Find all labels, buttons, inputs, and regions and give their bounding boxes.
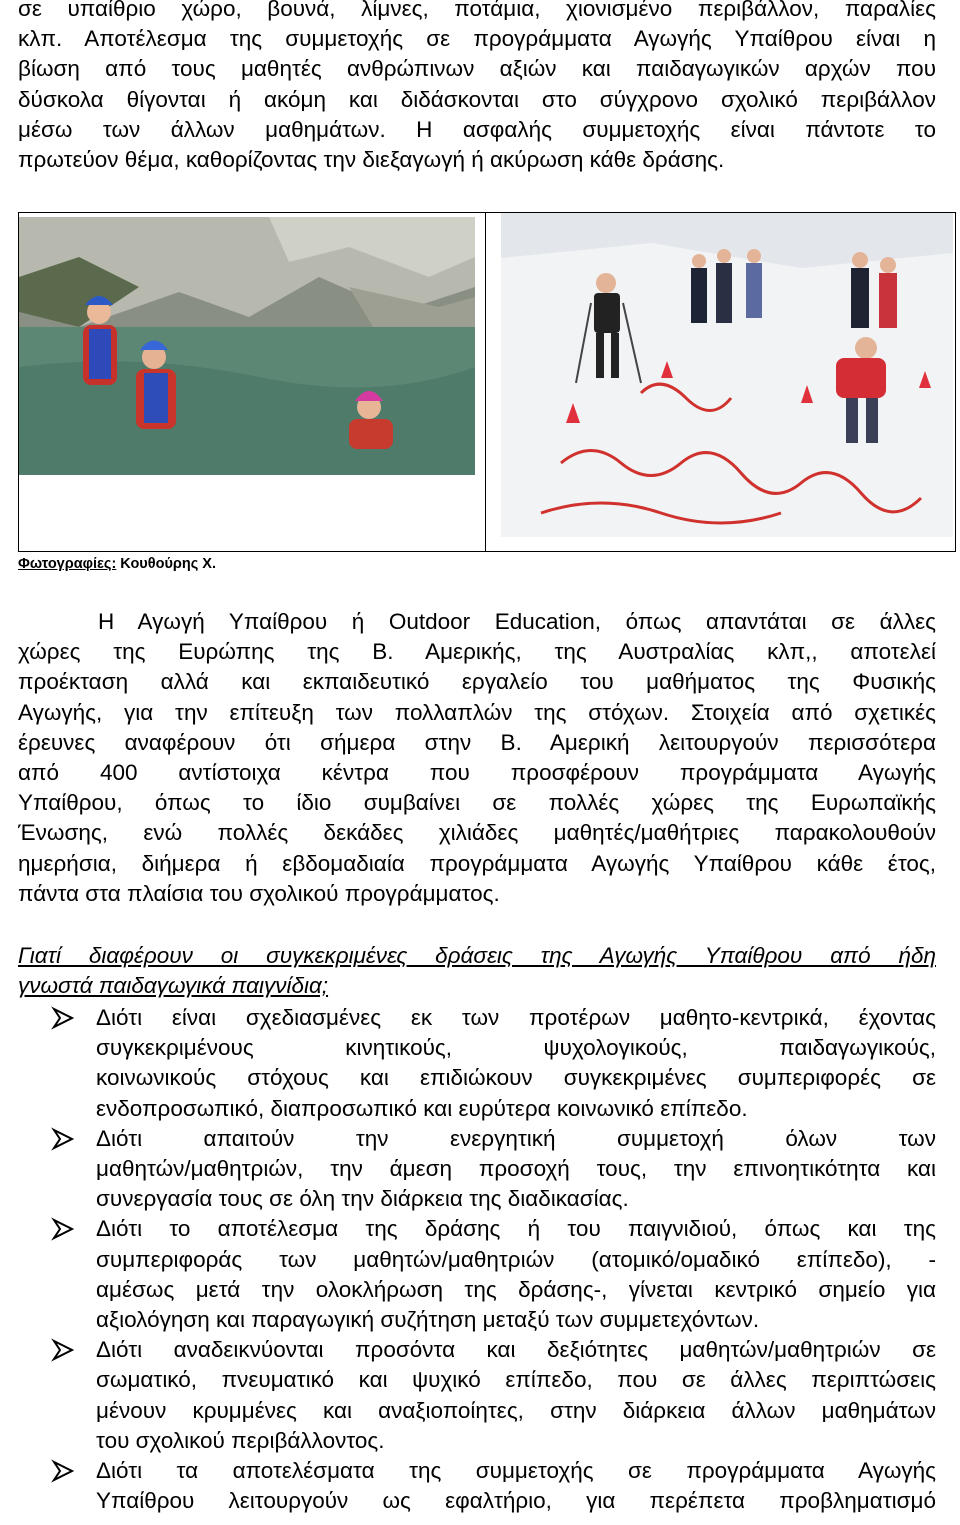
text-line: σε υπαίθριο χώρο, βουνά, λίμνες, ποτάμια, χιονισμένο περιβάλλον, παραλίες	[18, 0, 936, 21]
text-line: πρωτεύον θέμα, καθορίζοντας την διεξαγωγή ή ακύρωση κάθε δράσης.	[18, 147, 725, 173]
outdoor-education-paragraph	[18, 607, 936, 909]
text-line: έρευνες αναφέρουν ότι σήμερα στην Β. Αμερική λειτουργούν περισσότερα	[18, 729, 936, 755]
text-line: Διότι τα αποτελέσματα της συμμετοχής σε προγράμματα Αγωγής	[96, 1458, 936, 1484]
arrowhead-bullet-icon	[48, 1335, 78, 1365]
snow-photo	[501, 213, 953, 537]
text-line: μένουν κρυμμένες και αναξιοποίητες, στην διάρκεια άλλων μαθημάτων	[96, 1397, 936, 1423]
list-item	[18, 1456, 936, 1516]
list-item	[18, 1214, 936, 1335]
text-line: Διότι είναι σχεδιασμένες εκ των προτέρων μαθητο-κεντρικά, έχοντας	[96, 1005, 936, 1030]
text-line: Διότι το αποτέλεσμα της δράσης ή του παιγνιδιού, όπως και της	[96, 1216, 936, 1242]
list-item	[18, 1003, 936, 1124]
text-line: ενδοπροσωπικό, διαπροσωπικό και ευρύτερα κοινωνικό επίπεδο.	[96, 1095, 748, 1121]
rafting-photo	[19, 217, 475, 475]
text-line: κλπ. Αποτέλεσμα της συμμετοχής σε προγράμματα Αγωγής Υπαίθρου είναι η	[18, 26, 936, 52]
arrowhead-bullet-icon	[48, 1214, 78, 1244]
text-line: πάντα στα πλαίσια του σχολικού προγράμματος.	[18, 880, 500, 906]
list-item	[18, 1335, 936, 1456]
text-line: χώρες της Ευρώπης της Β. Αμερικής, της Αυστραλίας κλπ,, αποτελεί	[18, 639, 936, 665]
text-line: από 400 αντίστοιχα κέντρα που προσφέρουν προγράμματα Αγωγής	[18, 760, 936, 786]
text-line: προέκταση αλλά και εκπαιδευτικό εργαλείο του μαθήματος της Φυσικής	[18, 669, 936, 695]
caption-label: Φωτογραφίες:	[18, 556, 117, 572]
text-line: βίωση από τους μαθητές ανθρώπινων αξιών και παιδαγωγικών αρχών που	[18, 56, 936, 82]
intro-paragraph	[18, 0, 936, 175]
text-line: γνωστά παιδαγωγικά παιγνίδια;	[18, 973, 329, 999]
text-line: συνεργασία τους σε όλη την διάρκεια της διαδικασίας.	[96, 1186, 629, 1212]
text-line: Αγωγής, για την επίτευξη των πολλαπλών της στόχων. Στοιχεία από σχετικές	[18, 699, 936, 725]
text-line: του σχολικού περιβάλλοντος.	[96, 1427, 385, 1453]
text-line: μέσω των άλλων μαθημάτων. Η ασφαλής συμμετοχής είναι πάντοτε το	[18, 116, 936, 142]
text-line: αξιολόγηση και παραγωγική συζήτηση μεταξύ των συμμετεχόντων.	[96, 1307, 760, 1333]
text-line: μαθητών/μαθητριών, την άμεση προσοχή τους, την επινοητικότητα και	[96, 1156, 936, 1182]
text-line: Υπαίθρου λειτουργούν ως εφαλτήριο, για περέπετα προβληματισμό	[96, 1488, 936, 1514]
text-line: συμπεριφοράς των μαθητών/μαθητριών (ατομικό/ομαδικό επίπεδο), -	[96, 1246, 936, 1272]
arrowhead-bullet-icon	[48, 1124, 78, 1154]
text-line: Διότι απαιτούν την ενεργητική συμμετοχή όλων των	[96, 1125, 936, 1151]
arrowhead-bullet-icon	[48, 1003, 78, 1033]
text-line: Ένωσης, ενώ πολλές δεκάδες χιλιάδες μαθητές/μαθήτριες παρακολουθούν	[18, 820, 936, 846]
text-line: Η Αγωγή Υπαίθρου ή Outdoor Education, όπως απαντάται σε άλλες	[98, 609, 936, 634]
text-line: Υπαίθρου, όπως το ίδιο συμβαίνει σε πολλές χώρες της Ευρωπαϊκής	[18, 790, 936, 816]
photo-panel	[18, 212, 956, 552]
text-line: κοινωνικούς στόχους και επιδιώκουν συγκεκριμένες συμπεριφορές σε	[96, 1065, 936, 1091]
text-line: αμέσως μετά την ολοκλήρωση της δράσης-, γίνεται κεντρικό σημείο για	[96, 1276, 936, 1302]
text-line: Διότι αναδεικνύονται προσόντα και δεξιότητες μαθητών/μαθητριών σε	[96, 1337, 936, 1363]
caption-author: Κουθούρης Χ.	[116, 556, 216, 572]
text-line: δύσκολα θίγονται ή ακόμη και διδάσκονται στο σύγχρονο σχολικό περιβάλλον	[18, 86, 936, 112]
list-item	[18, 1124, 936, 1215]
text-line: συγκεκριμένους κινητικούς, ψυχολογικούς, παιδαγωγικούς,	[96, 1035, 936, 1061]
arrowhead-bullet-icon	[48, 1456, 78, 1486]
photo-caption	[18, 556, 216, 572]
question-heading	[18, 941, 936, 1001]
text-line: σωματικό, πνευματικό και ψυχικό επίπεδο, που σε άλλες περιπτώσεις	[96, 1367, 936, 1393]
text-line: ημερήσια, διήμερα ή εβδομαδιαία προγράμματα Αγωγής Υπαίθρου κάθε έτος,	[18, 850, 936, 876]
reasons-list	[18, 1003, 936, 1516]
text-line: Γιατί διαφέρουν οι συγκεκριμένες δράσεις της Αγωγής Υπαίθρου από ήδη	[18, 943, 936, 968]
